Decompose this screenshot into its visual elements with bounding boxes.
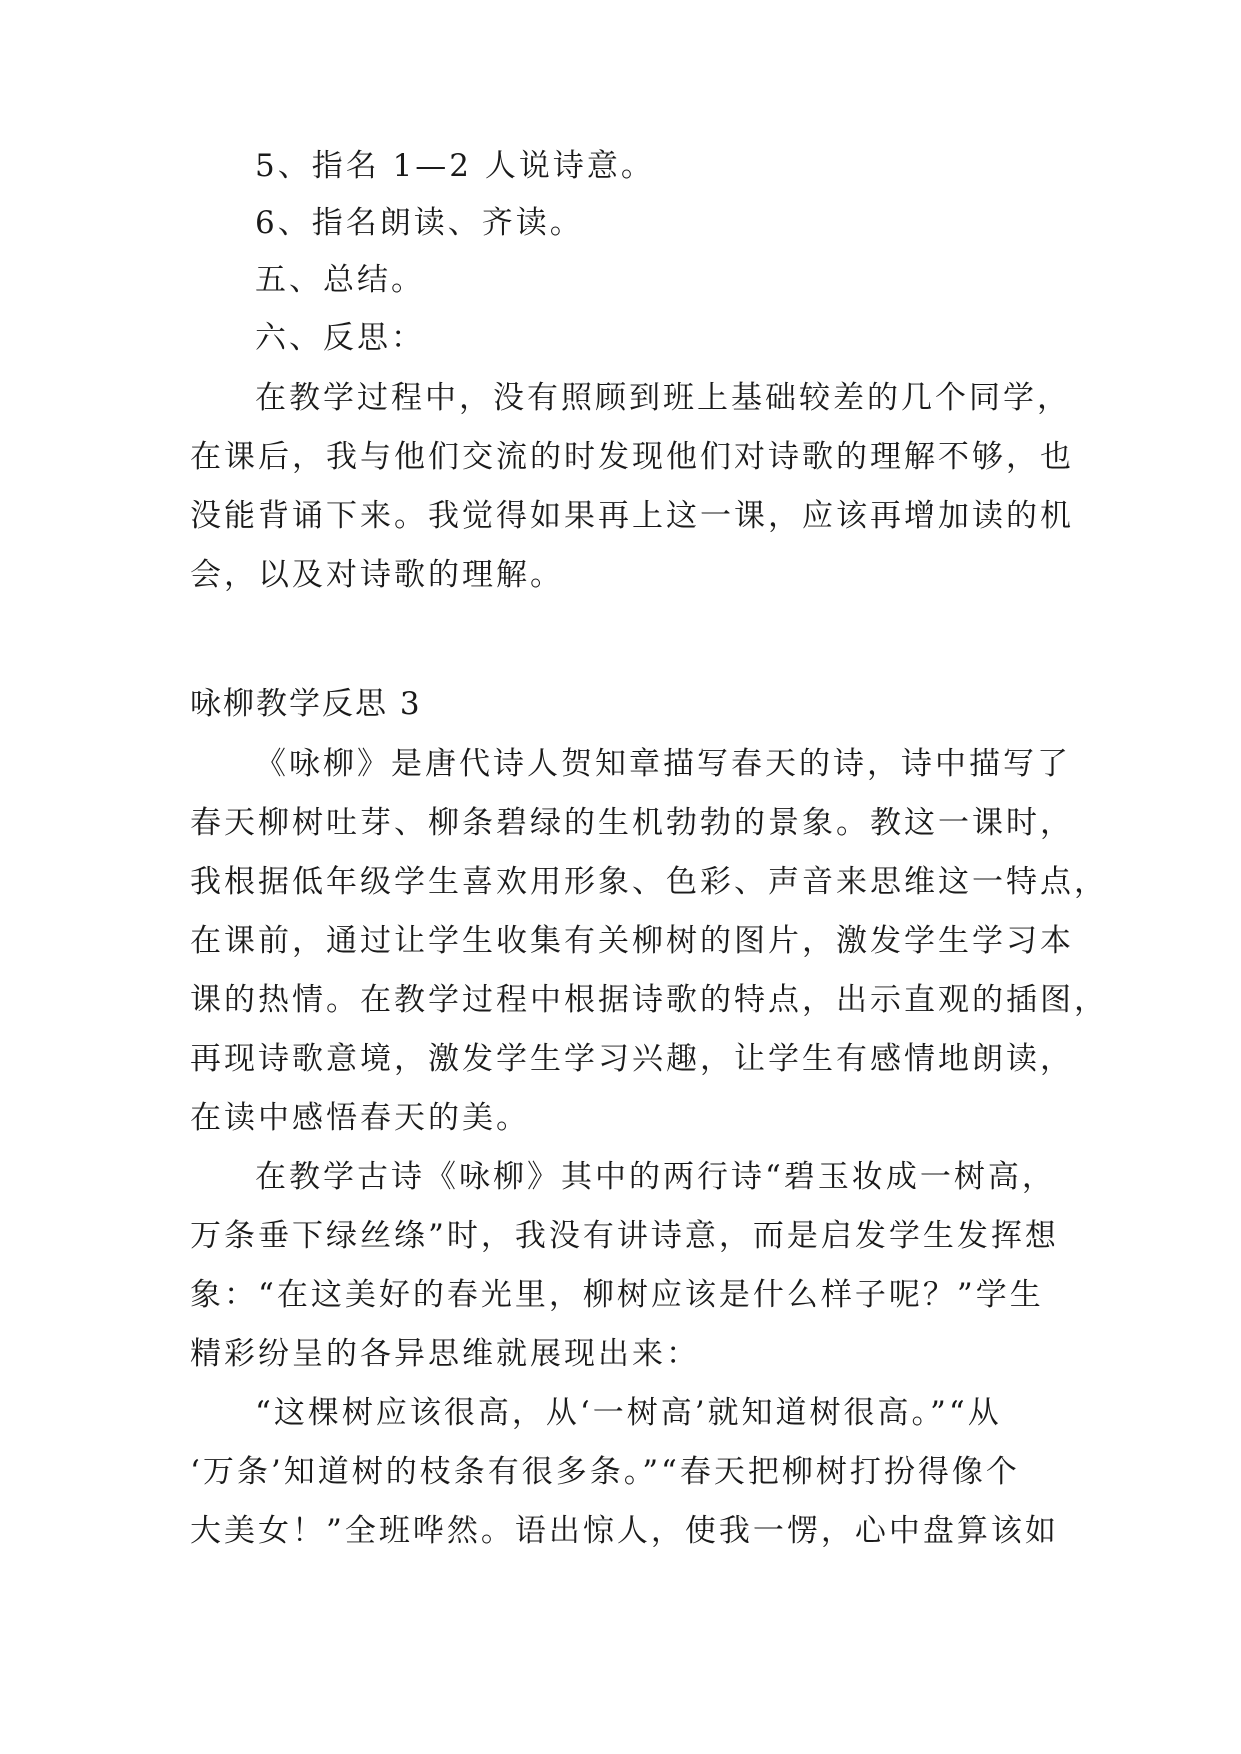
paragraph-3-line-2: ‘万条’知道树的枝条有很多条。”“春天把柳树打扮得像个 [190, 1454, 1020, 1490]
paragraph-3-line-3: 大美女！”全班哗然。语出惊人，使我一愣，心中盘算该如 [190, 1513, 1059, 1549]
paragraph-1-line-4: 在课前，通过让学生收集有关柳树的图片，激发学生学习本 [190, 923, 1074, 959]
reflection-line-1: 在教学过程中，没有照顾到班上基础较差的几个同学， [255, 380, 1071, 416]
paragraph-2-line-1: 在教学古诗《咏柳》其中的两行诗“碧玉妆成一树高， [255, 1159, 1056, 1195]
paragraph-2-line-2: 万条垂下绿丝绦”时，我没有讲诗意，而是启发学生发挥想 [190, 1218, 1059, 1254]
reflection-line-4: 会，以及对诗歌的理解。 [190, 557, 564, 593]
step-reflection: 六、反思： [255, 320, 425, 356]
paragraph-1-line-2: 春天柳树吐芽、柳条碧绿的生机勃勃的景象。教这一课时， [190, 805, 1074, 841]
paragraph-1-line-7: 在读中感悟春天的美。 [190, 1100, 530, 1136]
paragraph-1-line-3: 我根据低年级学生喜欢用形象、色彩、声音来思维这一特点， [190, 864, 1108, 900]
paragraph-3-line-1: “这棵树应该很高，从‘一树高’就知道树很高。”“从 [255, 1395, 1002, 1431]
paragraph-2-line-3: 象：“在这美好的春光里，柳树应该是什么样子呢？”学生 [190, 1277, 1044, 1313]
paragraph-2-line-4: 精彩纷呈的各异思维就展现出来： [190, 1336, 700, 1372]
paragraph-1-line-5: 课的热情。在教学过程中根据诗歌的特点，出示直观的插图， [190, 982, 1108, 1018]
paragraph-1-line-1: 《咏柳》是唐代诗人贺知章描写春天的诗，诗中描写了 [255, 746, 1071, 782]
step-6: 6、指名朗读、齐读。 [255, 205, 584, 241]
step-summary: 五、总结。 [255, 262, 425, 298]
reflection-line-3: 没能背诵下来。我觉得如果再上这一课，应该再增加读的机 [190, 498, 1074, 534]
step-5: 5、指名 1—2 人说诗意。 [255, 148, 655, 184]
reflection-line-2: 在课后，我与他们交流的时发现他们对诗歌的理解不够，也 [190, 439, 1074, 475]
section-title: 咏柳教学反思 3 [190, 686, 422, 722]
paragraph-1-line-6: 再现诗歌意境，激发学生学习兴趣，让学生有感情地朗读， [190, 1041, 1074, 1077]
